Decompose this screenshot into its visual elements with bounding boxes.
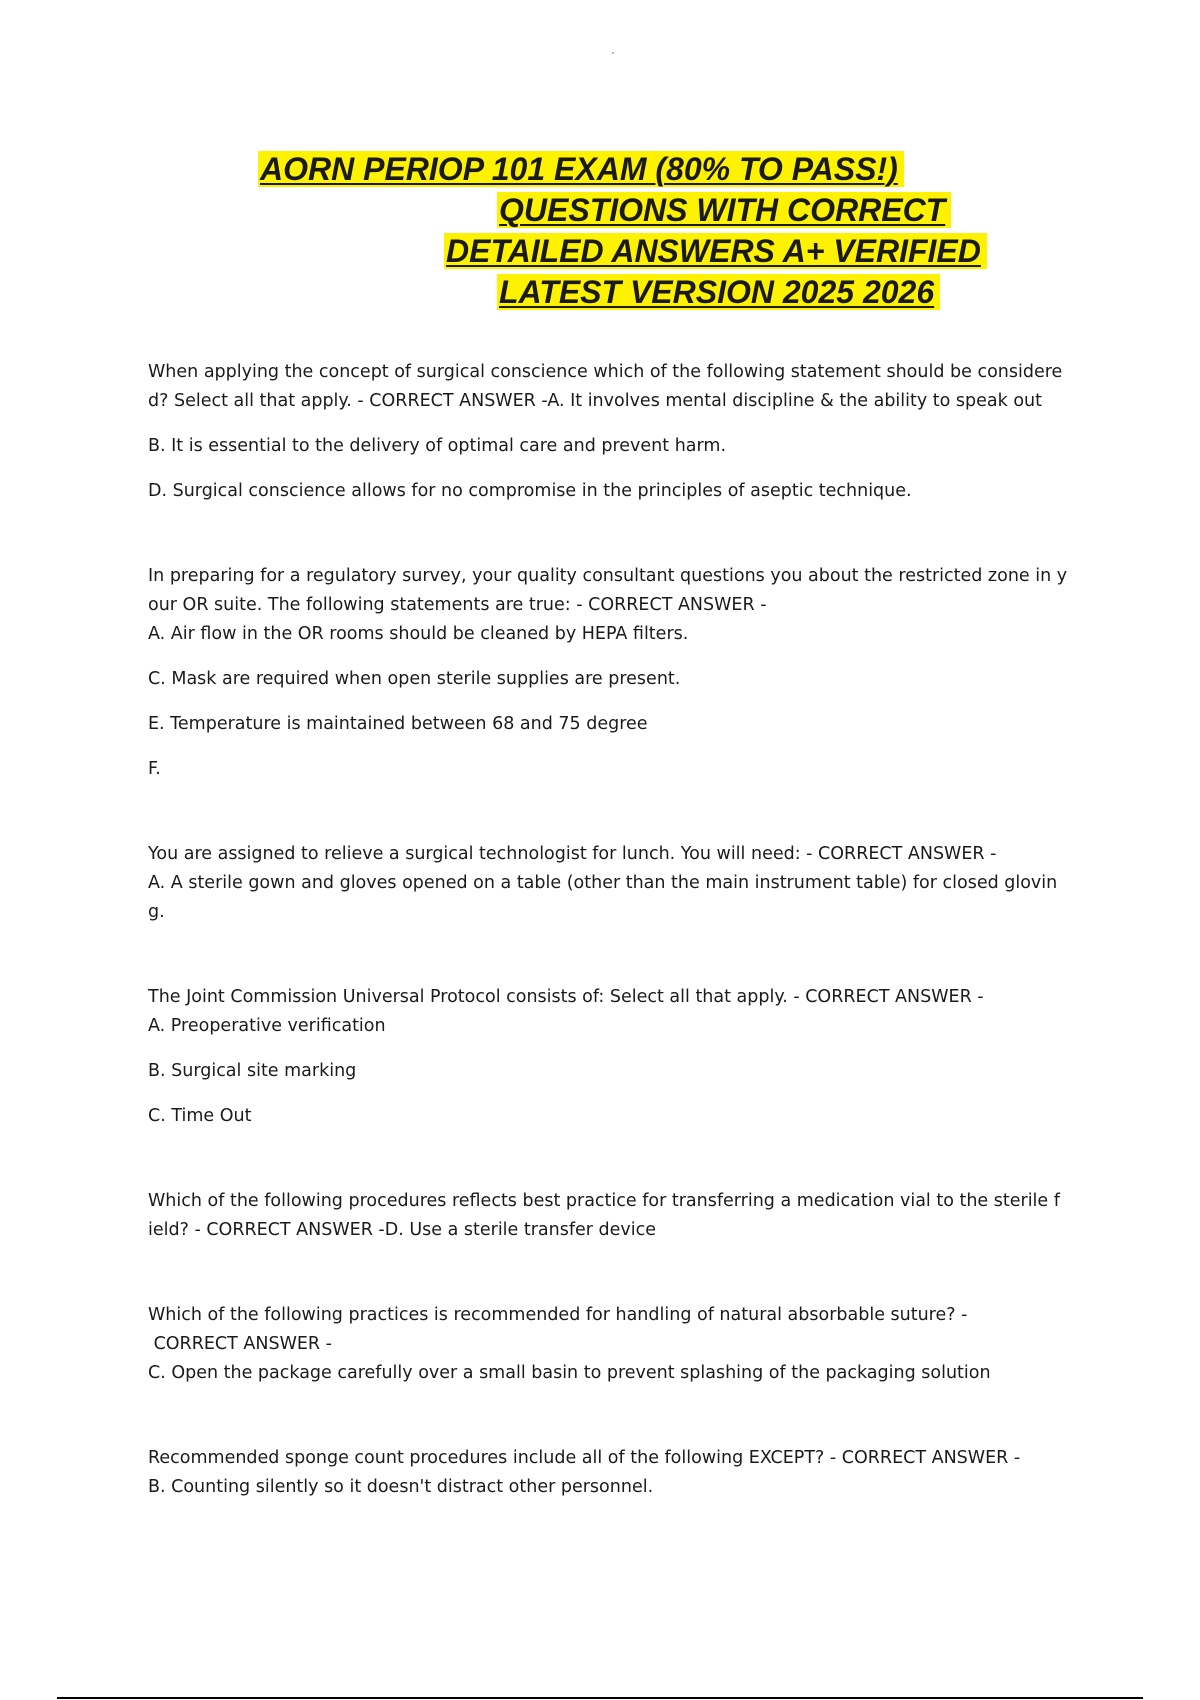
footer-rule	[57, 1697, 1143, 1699]
title-line-text: AORN PERIOP 101 EXAM (80% TO PASS!)	[258, 151, 904, 187]
question-text: CORRECT ANSWER -	[148, 1334, 332, 1354]
answer-option: C. Time Out	[148, 1106, 252, 1126]
question-block	[148, 983, 1088, 1131]
question-list	[148, 358, 1088, 1502]
title-line	[444, 232, 987, 271]
page-mark	[612, 52, 614, 54]
question-text: ield? - CORRECT ANSWER -D. Use a sterile transfer device	[148, 1220, 657, 1240]
question-block	[148, 562, 1088, 784]
question-text: our OR suite. The following statements are true: - CORRECT ANSWER -	[148, 595, 767, 615]
answer-option: B. Counting silently so it doesn't distract other personnel.	[148, 1477, 654, 1497]
title-line	[258, 150, 904, 189]
answer-option: A. A sterile gown and gloves opened on a table (other than the main instrument table) for closed glovin	[148, 873, 1058, 893]
answer-option: A. Preoperative verification	[148, 1016, 386, 1036]
question-text: The Joint Commission Universal Protocol consists of: Select all that apply. - CORRECT ANSWER -	[148, 987, 984, 1007]
question-text: You are assigned to relieve a surgical technologist for lunch. You will need: - CORRECT ANSWER -	[148, 844, 997, 864]
answer-option: C. Open the package carefully over a small basin to prevent splashing of the packaging solution	[148, 1363, 991, 1383]
title-line	[497, 273, 940, 312]
title-line-text: QUESTIONS WITH CORRECT	[497, 192, 951, 228]
question-block	[148, 1187, 1088, 1245]
question-text: d? Select all that apply. - CORRECT ANSWER -A. It involves mental discipline & the ability to speak out	[148, 391, 1043, 411]
title-line	[497, 191, 951, 230]
question-block	[148, 1444, 1088, 1502]
question-text: Which of the following procedures reflects best practice for transferring a medication vial to the sterile f	[148, 1191, 1060, 1211]
answer-option: B. It is essential to the delivery of optimal care and prevent harm.	[148, 436, 727, 456]
answer-option: C. Mask are required when open sterile supplies are present.	[148, 669, 681, 689]
question-text: Recommended sponge count procedures include all of the following EXCEPT? - CORRECT ANSWER -	[148, 1448, 1021, 1468]
question-text: Which of the following practices is recommended for handling of natural absorbable suture? -	[148, 1305, 968, 1325]
answer-option: B. Surgical site marking	[148, 1061, 357, 1081]
question-block	[148, 840, 1088, 927]
answer-option: E. Temperature is maintained between 68 and 75 degree	[148, 714, 648, 734]
answer-option: F.	[148, 759, 161, 779]
question-block	[148, 358, 1088, 506]
question-block	[148, 1301, 1088, 1388]
title-line-text: LATEST VERSION 2025 2026	[497, 274, 940, 310]
answer-option: g.	[148, 902, 165, 922]
answer-option: A. Air flow in the OR rooms should be cleaned by HEPA filters.	[148, 624, 689, 644]
answer-option: D. Surgical conscience allows for no compromise in the principles of aseptic technique.	[148, 481, 912, 501]
title-line-text: DETAILED ANSWERS A+ VERIFIED	[444, 233, 987, 269]
question-text: When applying the concept of surgical conscience which of the following statement should be considere	[148, 362, 1063, 382]
question-text: In preparing for a regulatory survey, your quality consultant questions you about the restricted zone in y	[148, 566, 1068, 586]
